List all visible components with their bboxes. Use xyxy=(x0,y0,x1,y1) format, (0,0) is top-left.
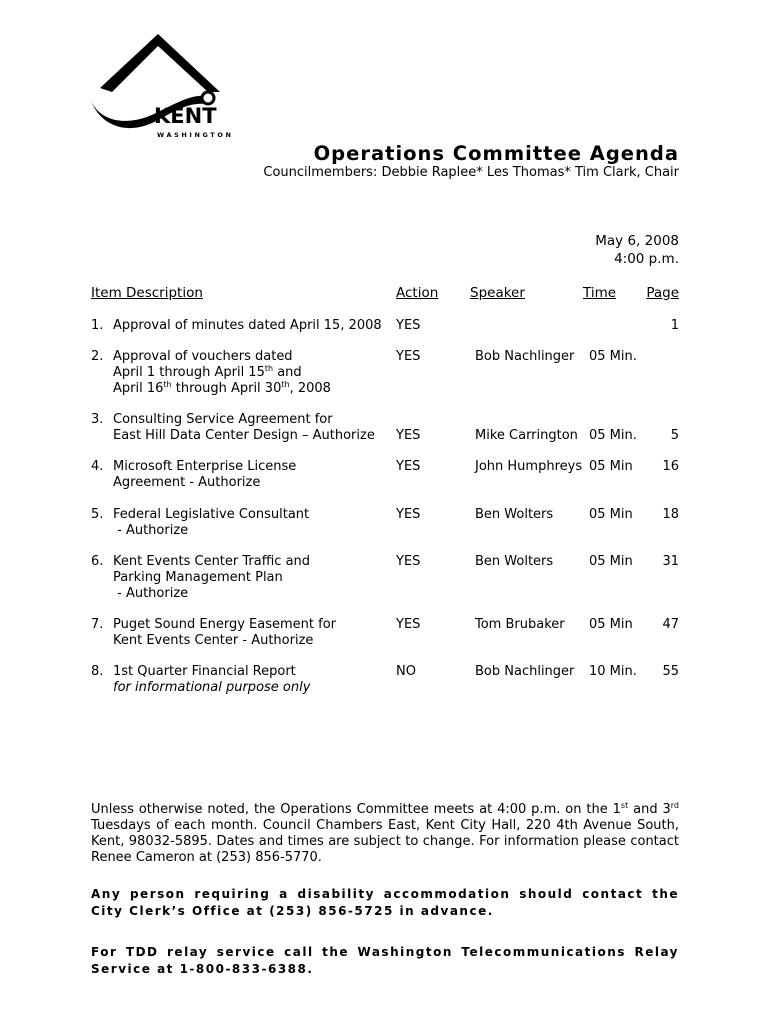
item-action: YES xyxy=(396,459,421,474)
logo-wordmark: KENT xyxy=(154,104,217,128)
item-number: 2. xyxy=(91,349,104,364)
item-description-line2: Parking Management Plan xyxy=(113,570,283,585)
item-description-line2: Kent Events Center - Authorize xyxy=(113,633,314,648)
page-title: Operations Committee Agenda xyxy=(313,142,679,165)
item-time: 05 Min. xyxy=(589,428,637,443)
item-description-line3: April 16th through April 30th, 2008 xyxy=(113,380,331,396)
item-number: 7. xyxy=(91,617,104,632)
item-speaker: Mike Carrington xyxy=(475,428,578,443)
item-description-line2: April 1 through April 15th and xyxy=(113,364,302,380)
item-description-line2: Agreement - Authorize xyxy=(113,475,261,490)
meeting-date: May 6, 2008 xyxy=(595,233,679,249)
column-header-action: Action xyxy=(396,285,439,301)
item-time: 10 Min. xyxy=(589,664,637,679)
item-page: 18 xyxy=(662,507,679,522)
tdd-relay-notice: For TDD relay service call the Washington Telecommunications Relay Service at 1-800-833-6388. xyxy=(91,945,679,976)
item-action: YES xyxy=(396,428,421,443)
item-action: YES xyxy=(396,318,421,333)
item-page: 16 xyxy=(662,459,679,474)
item-speaker: Bob Nachlinger xyxy=(475,664,575,679)
item-description: Approval of vouchers dated xyxy=(113,349,293,364)
item-action: YES xyxy=(396,349,421,364)
item-action: YES xyxy=(396,617,421,632)
item-page: 31 xyxy=(662,554,679,569)
item-number: 5. xyxy=(91,507,104,522)
item-speaker: Ben Wolters xyxy=(475,554,554,569)
column-header-item: Item Description xyxy=(91,285,203,301)
item-number: 3. xyxy=(91,412,104,427)
item-time: 05 Min xyxy=(589,617,633,632)
item-page: 55 xyxy=(662,664,679,679)
item-time: 05 Min. xyxy=(589,349,637,364)
item-description-line2: East Hill Data Center Design – Authorize xyxy=(113,428,375,443)
item-page: 5 xyxy=(670,428,679,443)
item-action: YES xyxy=(396,554,421,569)
item-description: 1st Quarter Financial Report xyxy=(113,664,296,679)
meeting-time: 4:00 p.m. xyxy=(614,251,679,267)
accessibility-notice: Any person requiring a disability accommodation should contact the City Clerk’s Office at (253) 856-5725 in advance. xyxy=(91,887,679,918)
item-description: Microsoft Enterprise License xyxy=(113,459,297,474)
item-number: 6. xyxy=(91,554,104,569)
item-speaker: Tom Brubaker xyxy=(475,617,565,632)
item-number: 8. xyxy=(91,664,104,679)
column-header-page: Page xyxy=(646,285,679,301)
item-description-note: for informational purpose only xyxy=(113,680,311,695)
item-description-line3: - Authorize xyxy=(113,586,189,601)
item-speaker: Ben Wolters xyxy=(475,507,554,522)
item-time: 05 Min xyxy=(589,554,633,569)
logo-subtitle: WASHINGTON xyxy=(157,131,234,139)
councilmembers: Councilmembers: Debbie Raplee* Les Thomas* Tim Clark, Chair xyxy=(263,165,679,180)
item-page: 1 xyxy=(670,318,679,333)
item-page: 47 xyxy=(662,617,679,632)
item-action: YES xyxy=(396,507,421,522)
item-description: Kent Events Center Traffic and xyxy=(113,554,311,569)
item-time: 05 Min xyxy=(589,459,633,474)
item-number: 1. xyxy=(91,318,104,333)
item-speaker: John Humphreys xyxy=(475,459,583,474)
item-description: Federal Legislative Consultant xyxy=(113,507,310,522)
column-header-speaker: Speaker xyxy=(470,285,525,301)
item-number: 4. xyxy=(91,459,104,474)
item-time: 05 Min xyxy=(589,507,633,522)
item-action: NO xyxy=(396,664,416,679)
item-description: Consulting Service Agreement for xyxy=(113,412,333,427)
meeting-info-paragraph: Unless otherwise noted, the Operations Committee meets at 4:00 p.m. on the 1st and 3rd Tuesdays of each month. Council Chambers East, Kent City Hall, 220 4th Avenue South, Kent, 98032-5895. Dates and times are subject to change. For information please contact Renee Cameron at (253) 856-5770. xyxy=(91,801,680,865)
item-speaker: Bob Nachlinger xyxy=(475,349,575,364)
item-description-line2: - Authorize xyxy=(113,523,189,538)
item-description: Approval of minutes dated April 15, 2008 xyxy=(113,318,382,333)
item-description: Puget Sound Energy Easement for xyxy=(113,617,336,632)
column-header-time: Time xyxy=(583,285,617,301)
